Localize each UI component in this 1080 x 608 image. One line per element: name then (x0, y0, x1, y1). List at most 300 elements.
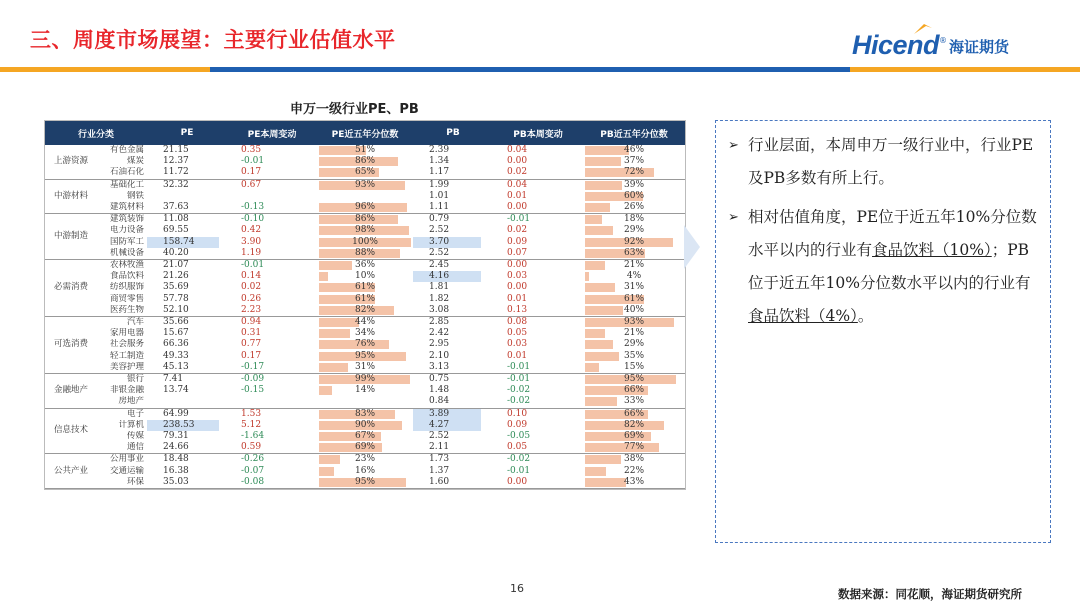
industry-name: 基础化工 (110, 179, 145, 190)
industry-name: 农林牧渔 (110, 260, 145, 271)
commentary-text-1: 行业层面，本周申万一级行业中，行业PE及PB多数有所上行。 (748, 136, 1034, 187)
pe-change: 5.12 (241, 419, 262, 430)
pb-value-text: 1.82 (429, 293, 450, 304)
pb-percentile-text: 92% (624, 236, 645, 247)
pb-percentile-text: 69% (624, 431, 645, 442)
pe-percentile-text: 34% (355, 328, 376, 339)
industry-name: 美容护理 (97, 362, 147, 374)
pe-percentile (317, 408, 413, 420)
table-row (45, 420, 685, 431)
pe-value (147, 431, 227, 442)
pb-percentile (583, 420, 685, 431)
pb-change: -0.01 (493, 362, 583, 374)
pe-value-text: 52.10 (163, 304, 189, 315)
pe-change: 0.77 (241, 339, 262, 350)
industry-name: 食品饮料 (110, 271, 145, 282)
table-row (45, 156, 685, 167)
pe-value-text: 66.36 (163, 339, 189, 350)
pb-percentile (583, 248, 685, 260)
pe-value-text: 45.13 (163, 361, 189, 372)
pb-value (413, 442, 493, 454)
table-row (45, 454, 685, 466)
pb-change: 0.00 (493, 477, 583, 489)
pe-value (147, 225, 227, 236)
pb-percentile (583, 179, 685, 191)
table-title: 申万一级行业PE、PB (290, 102, 419, 117)
table-row (45, 317, 685, 329)
pb-value-text: 2.52 (429, 225, 450, 236)
pb-value-text: 1.17 (429, 167, 450, 178)
industry-name: 建筑装饰 (110, 214, 145, 225)
commentary-box (715, 120, 1051, 543)
pb-percentile (583, 362, 685, 374)
industry-name: 房地产 (97, 396, 147, 408)
pb-percentile (583, 317, 685, 329)
pe-value (147, 271, 227, 282)
col-header-pe: PE (147, 121, 227, 145)
commentary-text-2b: ；PB位于近五年10%分位数水平以内的行业有 (748, 241, 1031, 292)
pb-percentile-text: 22% (624, 465, 645, 476)
pe-value-text: 35.66 (163, 317, 189, 328)
company-logo (852, 30, 1009, 61)
pe-change: -0.15 (241, 385, 265, 396)
pe-value (147, 191, 227, 202)
pe-change: 0.94 (241, 317, 262, 328)
pe-percentile-text: 67% (355, 431, 376, 442)
page-title: 三、周度市场展望：主要行业估值水平 (30, 28, 396, 52)
pb-percentile (583, 477, 685, 489)
pe-value (147, 260, 227, 272)
pe-percentile (317, 225, 413, 236)
commentary-text-2c: 。 (857, 307, 874, 325)
page-number: 16 (510, 582, 524, 595)
pe-percentile (317, 167, 413, 179)
pb-value-text: 4.27 (429, 419, 450, 430)
pb-value-text: 2.85 (429, 317, 450, 328)
pb-value (413, 317, 493, 329)
header-divider-orange-right (850, 67, 1080, 72)
table-row (45, 225, 685, 236)
pe-value-text: 79.31 (163, 431, 189, 442)
pe-percentile (317, 156, 413, 167)
pb-change: 0.04 (507, 179, 528, 190)
pe-percentile (317, 454, 413, 466)
pe-value (147, 362, 227, 374)
pb-percentile (583, 145, 685, 156)
pb-value-text: 1.48 (429, 385, 450, 396)
pb-change: 0.03 (507, 339, 528, 350)
pb-value-text: 2.95 (429, 339, 450, 350)
pe-value-text: 15.67 (163, 328, 189, 339)
industry-name: 公用事业 (110, 454, 145, 465)
pe-percentile-text: 36% (355, 260, 376, 271)
pb-value-text: 3.70 (429, 236, 450, 247)
pb-percentile-text: 63% (624, 247, 645, 258)
pb-percentile (583, 305, 685, 317)
industry-name: 交通运输 (110, 465, 145, 476)
pe-value (147, 454, 227, 466)
industry-name: 煤炭 (127, 156, 145, 167)
pe-change (227, 191, 317, 202)
pb-percentile-text: 31% (624, 282, 645, 293)
industry-name: 电子 (127, 408, 145, 419)
pe-change: -0.07 (241, 465, 265, 476)
pb-change: 0.01 (507, 293, 528, 304)
pe-change: 0.02 (241, 282, 262, 293)
group-label: 信息技术 (45, 408, 97, 454)
pb-percentile-text: 82% (624, 419, 645, 430)
industry-name: 机械设备 (97, 248, 147, 260)
pb-value (413, 145, 493, 156)
pe-value (147, 328, 227, 339)
pe-change: 3.90 (241, 236, 262, 247)
pe-change: -0.08 (227, 477, 317, 489)
pointer-arrow-shape (684, 225, 700, 269)
table-row (45, 408, 685, 420)
col-header-pb-change: PB本周变动 (493, 121, 583, 145)
pe-percentile-text: 44% (355, 317, 376, 328)
table-row (45, 214, 685, 226)
pb-value (413, 248, 493, 260)
table-row (45, 466, 685, 477)
table-row (45, 339, 685, 350)
pb-change: 0.13 (493, 305, 583, 317)
table-row (45, 237, 685, 248)
pb-change: -0.02 (507, 454, 531, 465)
pb-change: 0.00 (507, 260, 528, 271)
pb-value-text: 2.10 (429, 350, 450, 361)
pb-value (413, 237, 493, 248)
table-row (45, 362, 685, 374)
pe-value (147, 317, 227, 329)
pb-change: 0.04 (507, 145, 528, 155)
pe-percentile-text: 82% (355, 304, 376, 315)
pe-value-text: 11.72 (163, 167, 189, 178)
pb-value (413, 225, 493, 236)
col-header-category: 行业分类 (45, 121, 147, 145)
pe-percentile (317, 214, 413, 226)
logo-cn: 海证期货 (949, 38, 1010, 56)
industry-name: 通信 (97, 442, 147, 454)
pe-value (147, 305, 227, 317)
pe-value-text: 57.78 (163, 293, 189, 304)
industry-name: 银行 (127, 374, 145, 385)
pe-change: 0.17 (227, 167, 317, 179)
table-row (45, 431, 685, 442)
pe-percentile (317, 260, 413, 272)
table-row (45, 396, 685, 408)
pb-percentile-text: 43% (624, 476, 645, 487)
pe-change: -0.09 (241, 374, 265, 385)
pb-percentile-text: 46% (624, 145, 645, 155)
table-row (45, 179, 685, 191)
pe-percentile-text: 100% (352, 236, 378, 247)
pe-value (147, 385, 227, 396)
pb-value-text: 1.34 (429, 156, 450, 167)
pb-change: 0.09 (507, 236, 528, 247)
pb-value-text: 3.89 (429, 408, 450, 419)
pb-value-text: 4.16 (429, 271, 450, 282)
pb-change: 0.10 (507, 408, 528, 419)
pb-change: 0.00 (507, 156, 528, 167)
pb-value-text: 1.01 (429, 190, 450, 201)
group-label: 中游制造 (45, 214, 97, 260)
pe-change: -0.10 (241, 214, 265, 225)
pe-change: -0.01 (241, 260, 265, 271)
pb-percentile-text: 18% (624, 214, 645, 225)
pb-change: -0.01 (507, 465, 531, 476)
pe-percentile-text: 65% (355, 167, 376, 178)
pb-value (413, 374, 493, 386)
pb-change: 0.02 (507, 225, 528, 236)
pe-percentile (317, 385, 413, 396)
pe-change: -0.17 (227, 362, 317, 374)
pe-value-text: 21.15 (163, 145, 189, 155)
pb-value-text: 0.75 (429, 374, 450, 385)
pb-percentile (583, 339, 685, 350)
pe-value (147, 408, 227, 420)
pe-value (147, 237, 227, 248)
pb-percentile-text: 38% (624, 454, 645, 465)
industry-name: 汽车 (127, 317, 145, 328)
pe-percentile (317, 442, 413, 454)
pe-percentile-text: 95% (355, 476, 376, 487)
table-row (45, 282, 685, 293)
industry-name: 有色金属 (110, 145, 145, 155)
pb-percentile-text: 60% (624, 190, 645, 201)
pe-percentile (317, 305, 413, 317)
pe-change: -1.64 (241, 431, 265, 442)
pb-percentile-text: 29% (624, 225, 645, 236)
pe-percentile (317, 466, 413, 477)
pe-percentile-text: 61% (355, 293, 376, 304)
header-divider-orange-left (0, 67, 210, 72)
pb-percentile-text: 61% (624, 293, 645, 304)
table-body (45, 145, 685, 489)
pb-value-text: 1.99 (429, 179, 450, 190)
pe-percentile-text: 61% (355, 282, 376, 293)
pb-change: -0.02 (493, 396, 583, 408)
pe-percentile-text: 96% (355, 202, 376, 213)
pe-value-text: 12.37 (163, 156, 189, 167)
pb-percentile-text: 93% (624, 317, 645, 328)
pe-percentile (317, 248, 413, 260)
industry-name: 家用电器 (110, 328, 145, 339)
pb-value (413, 305, 493, 317)
table-row (45, 305, 685, 317)
industry-name: 石油石化 (97, 167, 147, 179)
pb-value-text: 2.39 (429, 145, 450, 155)
pb-percentile (583, 328, 685, 339)
pe-value-text: 21.26 (163, 271, 189, 282)
pb-percentile-text: 95% (624, 374, 645, 385)
pb-percentile-text: 40% (624, 304, 645, 315)
pe-percentile-text: 98% (355, 225, 376, 236)
pb-value (413, 191, 493, 202)
industry-name: 轻工制造 (110, 350, 145, 361)
group-label: 必需消费 (45, 260, 97, 317)
pe-value-text: 18.48 (163, 454, 189, 465)
pe-percentile-text: 23% (355, 454, 376, 465)
pb-change: -0.02 (507, 385, 531, 396)
pb-value-text: 2.11 (429, 442, 450, 453)
pe-value (147, 248, 227, 260)
pe-percentile (317, 396, 413, 408)
pb-value (413, 385, 493, 396)
pb-percentile (583, 167, 685, 179)
pe-value (147, 145, 227, 156)
pe-percentile-text: 76% (355, 339, 376, 350)
col-header-pb-percentile: PB近五年分位数 (583, 121, 685, 145)
pb-percentile (583, 282, 685, 293)
pb-value (413, 408, 493, 420)
pe-percentile (317, 420, 413, 431)
bullet-arrow-icon: ➢ (728, 138, 739, 153)
group-label: 公共产业 (45, 454, 97, 489)
pb-value-text: 3.08 (429, 304, 450, 315)
pb-value (413, 294, 493, 305)
pb-percentile-text: 15% (624, 361, 645, 372)
bullet-arrow-icon: ➢ (728, 210, 739, 225)
pb-value (413, 214, 493, 226)
pb-value (413, 260, 493, 272)
pe-change: 1.53 (241, 408, 262, 419)
pb-value-text: 1.11 (429, 202, 450, 213)
pb-value-text: 1.81 (429, 282, 450, 293)
pe-change: 0.59 (227, 442, 317, 454)
pe-percentile-text: 16% (355, 465, 376, 476)
table-row (45, 202, 685, 214)
pe-value-text: 49.33 (163, 350, 189, 361)
industry-name: 国防军工 (110, 236, 145, 247)
pe-change: 2.23 (227, 305, 317, 317)
industry-name: 传媒 (127, 431, 145, 442)
pb-value-text: 0.84 (429, 396, 450, 407)
pb-percentile-text: 29% (624, 339, 645, 350)
pe-value-text: 158.74 (163, 236, 195, 247)
pe-percentile (317, 374, 413, 386)
pb-value (413, 420, 493, 431)
industry-name: 非银金融 (110, 385, 145, 396)
pb-percentile (583, 237, 685, 248)
group-label: 中游材料 (45, 179, 97, 214)
pb-change: -0.01 (507, 374, 531, 385)
pe-value (147, 156, 227, 167)
col-header-pb: PB (413, 121, 493, 145)
pe-value (147, 167, 227, 179)
pe-percentile (317, 202, 413, 214)
pb-change: -0.01 (507, 214, 531, 225)
pb-value (413, 179, 493, 191)
pb-change: 0.00 (507, 282, 528, 293)
data-source: 数据来源：同花顺，海证期货研究所 (838, 587, 1022, 601)
industry-name: 环保 (97, 477, 147, 489)
table-row (45, 271, 685, 282)
pe-value (147, 202, 227, 214)
pb-percentile (583, 351, 685, 362)
pb-value (413, 454, 493, 466)
logo-en: Hicend (852, 30, 940, 60)
pe-value-text: 7.41 (163, 374, 184, 385)
pe-value-text: 24.66 (163, 442, 189, 453)
pe-percentile (317, 179, 413, 191)
pe-value-text: 64.99 (163, 408, 189, 419)
commentary-text-2a: 相对估值角度，PE位于近五年10%分位数水平以内的行业有 (748, 208, 1037, 259)
pb-change: 0.05 (507, 328, 528, 339)
highlight-pb-food: 食品饮料（4%） (748, 307, 858, 325)
table-row (45, 167, 685, 179)
pb-percentile-text: 21% (624, 260, 645, 271)
pb-value-text: 1.60 (429, 476, 450, 487)
pb-value (413, 477, 493, 489)
pb-value (413, 156, 493, 167)
table-row (45, 442, 685, 454)
pe-percentile (317, 271, 413, 282)
table-row (45, 477, 685, 489)
pe-change: 0.26 (241, 293, 262, 304)
pe-percentile-text: 90% (355, 419, 376, 430)
pe-percentile (317, 339, 413, 350)
pe-percentile (317, 431, 413, 442)
pb-change: 0.05 (493, 442, 583, 454)
pb-value (413, 167, 493, 179)
pe-change: -0.13 (227, 202, 317, 214)
table-row (45, 248, 685, 260)
pb-value (413, 339, 493, 350)
pb-percentile-text: 66% (624, 385, 645, 396)
pe-percentile-text: 86% (355, 214, 376, 225)
pb-value-text: 2.52 (429, 431, 450, 442)
pb-value-text: 2.42 (429, 328, 450, 339)
pe-percentile (317, 328, 413, 339)
pe-value (147, 477, 227, 489)
pb-value-text: 0.79 (429, 214, 450, 225)
pb-percentile (583, 214, 685, 226)
pb-change: 0.09 (507, 419, 528, 430)
pb-percentile-text: 4% (626, 271, 642, 282)
pe-percentile-text: 86% (355, 156, 376, 167)
pb-percentile (583, 454, 685, 466)
pb-value (413, 351, 493, 362)
pb-change: 0.08 (507, 317, 528, 328)
pe-change: 0.67 (241, 179, 262, 190)
pe-change: 1.19 (227, 248, 317, 260)
industry-name: 商贸零售 (110, 293, 145, 304)
industry-name: 电力设备 (110, 225, 145, 236)
pb-percentile (583, 191, 685, 202)
pe-percentile (317, 191, 413, 202)
pe-change: 0.42 (241, 225, 262, 236)
pe-value (147, 351, 227, 362)
pb-change: -0.05 (507, 431, 531, 442)
pe-value-text: 21.07 (163, 260, 189, 271)
pe-change: -0.26 (241, 454, 265, 465)
pb-value (413, 282, 493, 293)
pb-change: 0.07 (493, 248, 583, 260)
commentary-point-2 (728, 201, 1038, 333)
pe-percentile (317, 351, 413, 362)
industry-name: 建筑材料 (97, 202, 147, 214)
pe-value (147, 374, 227, 386)
pb-value-text: 3.13 (429, 361, 450, 372)
col-header-pe-percentile: PE近五年分位数 (317, 121, 413, 145)
pb-value-text: 2.52 (429, 247, 450, 258)
group-label: 金融地产 (45, 374, 97, 409)
valuation-table-container (44, 120, 686, 490)
pe-change: 0.14 (241, 271, 262, 282)
logo-registered-mark: ® (939, 36, 948, 45)
pe-percentile (317, 237, 413, 248)
